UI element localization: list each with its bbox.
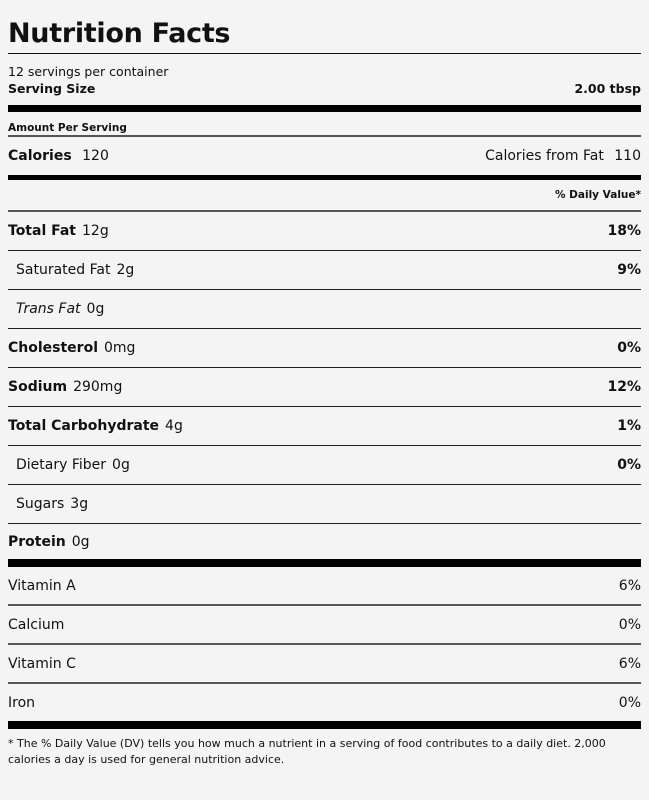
calories-value: 120	[82, 148, 109, 164]
vitamin-name: Vitamin C	[8, 655, 76, 672]
vitamin-name: Vitamin A	[8, 577, 76, 594]
nutrient-dv: 1%	[617, 418, 641, 434]
nutrient-dv: 18%	[607, 223, 641, 239]
nutrient-name: Sugars	[16, 496, 65, 512]
nutrient-name-amount	[8, 262, 134, 278]
nutrient-name-amount	[8, 418, 183, 434]
nutrient-name: Total Carbohydrate	[8, 418, 160, 434]
nutrition-facts-label	[8, 0, 641, 768]
calories-from-fat-value: 110	[614, 148, 641, 164]
vitamin-dv: 6%	[618, 577, 641, 594]
nutrient-row-cholesterol	[8, 329, 641, 368]
calories-from-fat	[485, 148, 641, 164]
nutrient-row-saturated-fat	[8, 251, 641, 290]
serving-size-label: Serving Size	[8, 81, 96, 96]
nutrient-amount: 0g	[112, 457, 130, 473]
nutrient-name: Protein	[8, 533, 66, 550]
nutrient-name-amount	[8, 534, 90, 550]
vitamin-dv: 0%	[618, 616, 641, 633]
nutrient-name-amount	[8, 457, 130, 473]
nutrient-name: Trans Fat	[16, 301, 81, 317]
vitamin-dv: 6%	[618, 655, 641, 672]
nutrient-name: Cholesterol	[8, 340, 98, 356]
vitamin-row-vitamin-c	[8, 645, 641, 684]
vitamin-name: Iron	[8, 694, 36, 711]
nutrient-name-amount	[8, 496, 88, 512]
nutrient-amount: 2g	[116, 262, 135, 278]
nutrient-amount: 0g	[86, 301, 105, 317]
vitamin-name: Calcium	[8, 616, 65, 633]
nutrient-amount: 290mg	[73, 379, 123, 395]
nutrient-name: Total Fat	[8, 223, 77, 239]
nutrient-row-trans-fat	[8, 290, 641, 329]
thick-divider	[8, 559, 641, 567]
serving-size-value: 2.00 tbsp	[574, 81, 641, 96]
nutrient-amount: 0mg	[104, 340, 136, 356]
nutrient-name-amount	[8, 340, 135, 356]
vitamin-row-iron	[8, 684, 641, 721]
thick-divider-bottom	[8, 721, 641, 729]
calories-label: Calories	[8, 148, 72, 164]
nutrient-name: Dietary Fiber	[16, 457, 107, 473]
nutrient-amount: 12g	[82, 223, 109, 239]
nutrient-amount: 4g	[165, 418, 183, 434]
serving-size-row	[8, 81, 641, 105]
label-title: Nutrition Facts	[8, 0, 641, 54]
nutrient-name: Sodium	[8, 379, 68, 395]
vitamin-row-calcium	[8, 606, 641, 645]
nutrient-row-total-carbohydrate	[8, 407, 641, 446]
daily-value-header: % Daily Value*	[8, 180, 641, 212]
calories	[8, 148, 109, 164]
nutrient-dv: 9%	[617, 262, 641, 278]
nutrient-row-sugars	[8, 485, 641, 524]
nutrient-name: Saturated Fat	[16, 262, 111, 278]
servings-per-container: 12 servings per container	[8, 64, 169, 79]
nutrient-dv: 0%	[617, 457, 641, 473]
daily-value-footnote: * The % Daily Value (DV) tells you how much a nutrient in a serving of food contributes to a daily diet. 2,000 calories a day is used for general nutrition advice.	[8, 737, 606, 766]
nutrient-dv: 12%	[607, 379, 641, 395]
nutrient-name-amount	[8, 379, 122, 395]
nutrient-name-amount	[8, 223, 109, 239]
amount-per-serving: Amount Per Serving	[8, 112, 641, 137]
nutrient-row-total-fat	[8, 212, 641, 251]
nutrient-row-protein	[8, 524, 641, 559]
vitamin-dv: 0%	[618, 694, 641, 711]
heavy-divider	[8, 105, 641, 112]
vitamin-row-vitamin-a	[8, 567, 641, 606]
nutrient-name-amount	[8, 301, 104, 317]
nutrient-row-dietary-fiber	[8, 446, 641, 485]
calories-from-fat-label: Calories from Fat	[485, 148, 604, 164]
nutrient-amount: 3g	[70, 496, 89, 512]
nutrient-amount: 0g	[71, 533, 90, 550]
nutrient-dv: 0%	[617, 340, 641, 356]
nutrient-row-sodium	[8, 368, 641, 407]
calories-row	[8, 137, 641, 175]
